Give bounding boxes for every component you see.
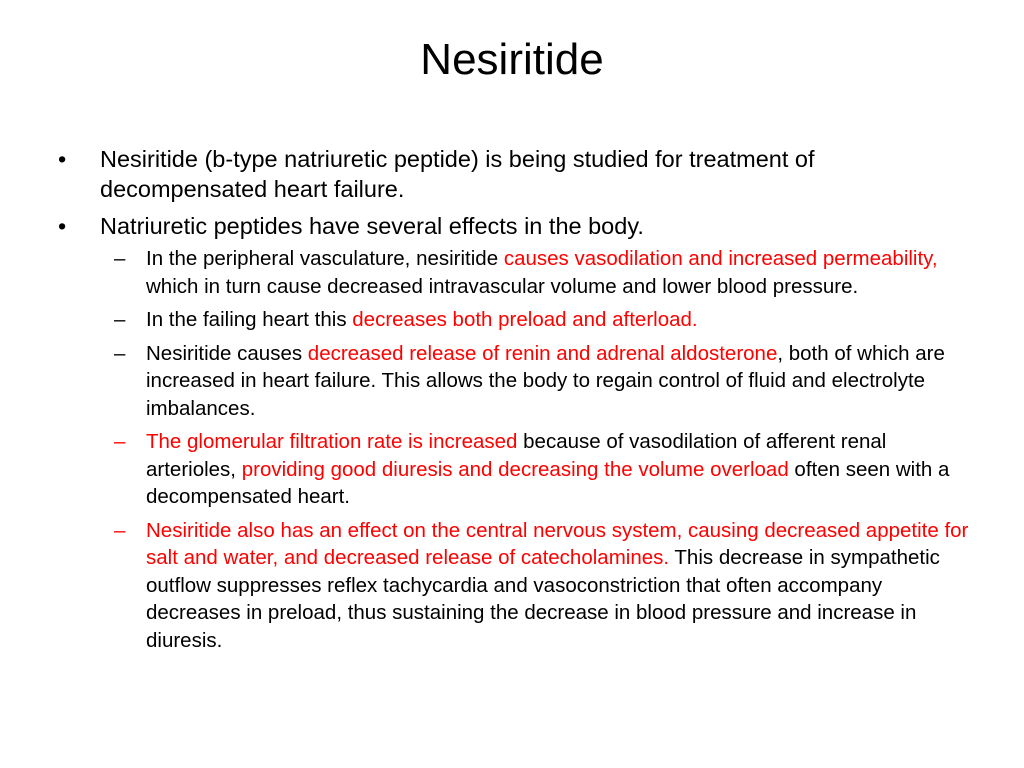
bullet-item <box>56 144 976 204</box>
highlighted-text: Nesiritide also has an effect on the central nervous system, causing decreased appetite for salt and water, and decreased release of catecholamines. <box>146 518 969 569</box>
sub-bullet-text: In the failing heart this <box>146 308 353 331</box>
highlighted-text: causes vasodilation and increased permeability, <box>503 247 938 270</box>
highlighted-text: decreased release of renin and adrenal aldosterone <box>307 341 778 365</box>
dash-marker: – <box>114 518 126 542</box>
dash-marker: – <box>114 341 126 365</box>
slide-content <box>56 144 976 660</box>
sub-bullet-text: because of vasodilation of afferent renal arterioles, <box>146 430 887 481</box>
sub-bullet-item <box>56 517 976 655</box>
slide-title: Nesiritide <box>420 35 604 84</box>
highlighted-text: decreases both preload and afterload. <box>352 308 698 331</box>
sub-bullet-list <box>56 245 976 654</box>
bullet-text: Nesiritide (b-type natriuretic peptide) is being studied for treatment of decompensated heart failure. <box>100 146 815 202</box>
sub-bullet-text: Nesiritide causes <box>146 341 308 365</box>
sub-bullet-text: In the peripheral vasculature, nesiritide <box>146 247 504 270</box>
dash-marker: – <box>114 247 126 270</box>
sub-bullet-item <box>56 428 976 511</box>
sub-bullet-item <box>56 245 976 300</box>
bullet-marker: • <box>58 146 67 172</box>
highlighted-text: The glomerular filtration rate is increased <box>146 430 518 453</box>
sub-bullet-text: which in turn cause decreased intravascular volume and lower blood pressure. <box>146 274 859 298</box>
sub-bullet-text: , both of which are increased in heart failure. This allows the body to regain control of fluid and electrolyte imbalances. <box>146 341 945 420</box>
bullet-marker: • <box>58 213 67 239</box>
dash-marker: – <box>114 308 126 331</box>
bullet-item <box>56 211 976 241</box>
dash-marker: – <box>114 430 126 453</box>
sub-bullet-item <box>56 340 976 423</box>
sub-bullet-text: often seen with a decompensated heart. <box>146 457 950 508</box>
sub-bullet-item <box>56 306 976 334</box>
sub-bullet-text: This decrease in sympathetic outflow suppresses reflex tachycardia and vasoconstriction that often accompany decreases in preload, thus sustaining the decrease in blood pressure and increase in diuresis. <box>146 546 940 652</box>
highlighted-text: providing good diuresis and decreasing the volume overload <box>241 457 789 481</box>
bullet-text: Natriuretic peptides have several effects in the body. <box>100 213 644 239</box>
